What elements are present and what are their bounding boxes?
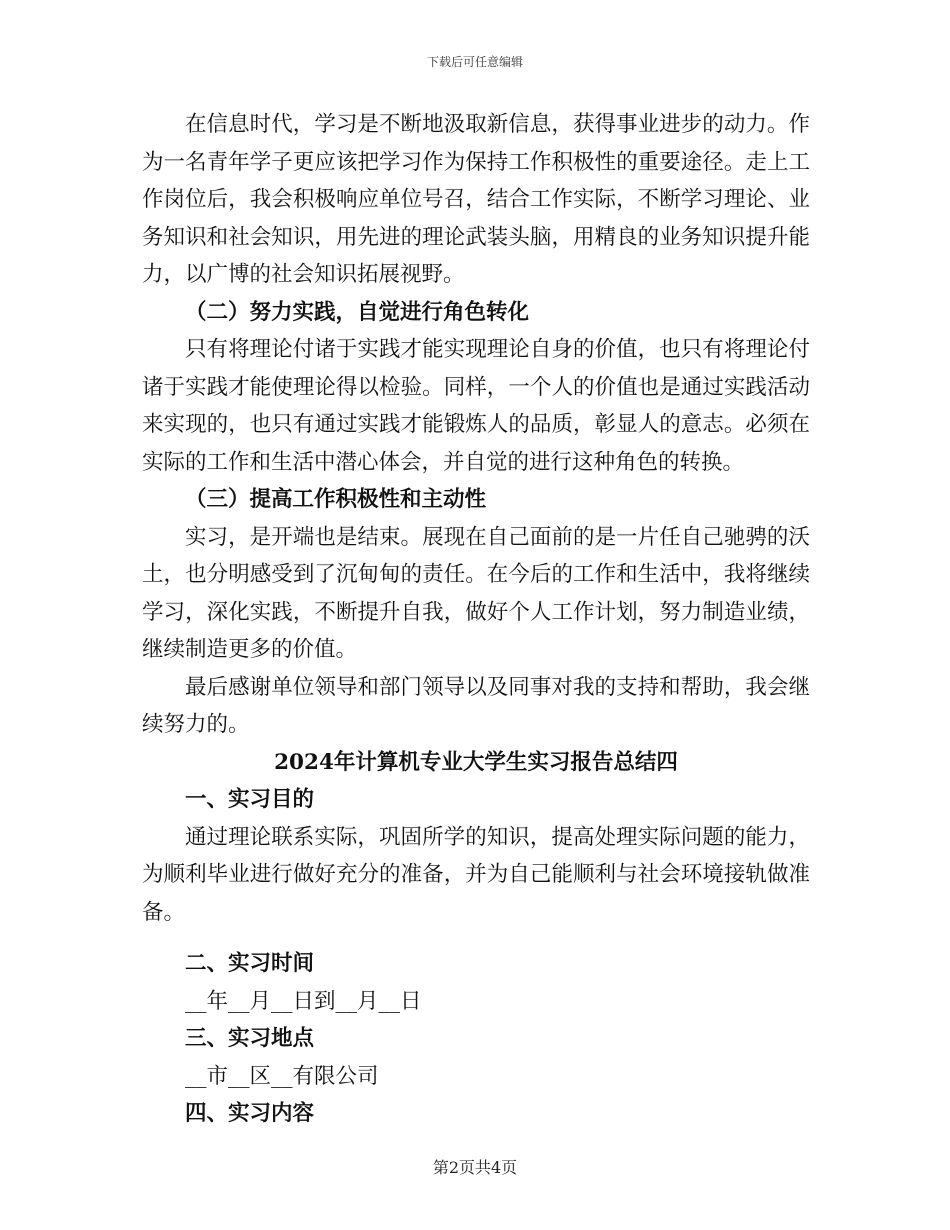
paragraph-learning: 在信息时代，学习是不断地汲取新信息，获得事业进步的动力。作为一名青年学子更应该把学习作为保持工作积极性的重要途径。走上工作岗位后，我会积极响应单位号召，结合工作实际，不断学习理论、业务知识和社会知识，用先进的理论武装头脑，用精良的业务知识提升能力，以广博的社会知识拓展视野。 [142,112,810,287]
heading-initiative: （三）提高工作积极性和主动性 [185,487,487,512]
paragraph-practice: 只有将理论付诸于实践才能实现理论自身的价值，也只有将理论付诸于实践才能使理论得以检验。同样，一个人的价值也是通过实践活动来实现的，也只有通过实践才能锻炼人的品质，彰显人的意志。必须在实际的工作和生活中潜心体会，并自觉的进行这种角色的转换。 [142,337,810,475]
paragraph-initiative: 实习，是开端也是结束。展现在自己面前的是一片任自己驰骋的沃土，也分明感受到了沉甸甸的责任。在今后的工作和生活中，我将继续学习，深化实践，不断提升自我，做好个人工作计划，努力制造业绩，继续制造更多的价值。 [142,524,810,662]
paragraph-thanks: 最后感谢单位领导和部门领导以及同事对我的支持和帮助，我会继续努力的。 [142,674,810,737]
section-time-heading: 二、实习时间 [185,951,315,976]
section-purpose-body: 通过理论联系实际，巩固所学的知识，提高处理实际问题的能力，为顺利毕业进行做好充分的准备，并为自己能顺利与社会环境接轨做准备。 [142,824,810,925]
heading-practice: （二）努力实践，自觉进行角色转化 [185,299,530,325]
section-time-body: __年__月__日到__月__日 [185,988,422,1014]
section-location-heading: 三、实习地点 [185,1026,315,1051]
section-location-body: __市__区__有限公司 [185,1063,379,1089]
section-purpose-heading: 一、实习目的 [185,787,315,812]
document-body [142,106,810,1133]
report-title: 2024年计算机专业大学生实习报告总结四 [274,749,678,775]
page-header: 下载后可任意编辑 [426,55,523,69]
section-content-heading: 四、实习内容 [185,1101,315,1126]
page-footer: 第2页共4页 [432,1158,518,1177]
